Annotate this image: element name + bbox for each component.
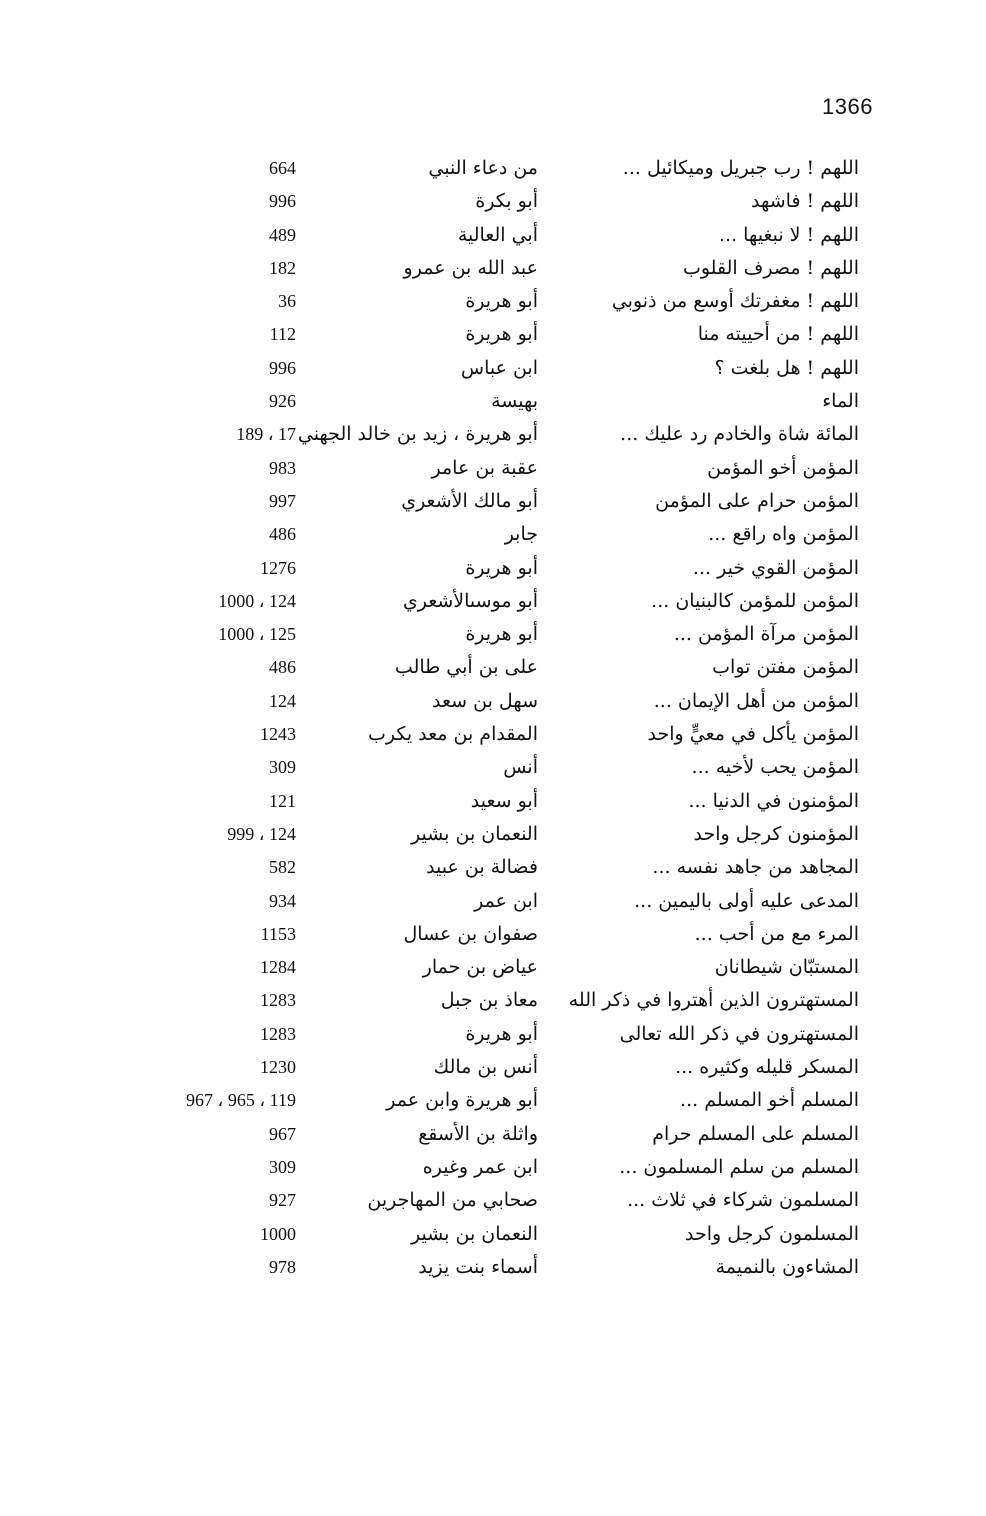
page-references: 1243	[260, 724, 296, 745]
index-row	[0, 418, 986, 451]
page-references: 1000	[260, 1223, 296, 1244]
page-references: 309	[269, 1156, 296, 1177]
narrator-name: أبي العالية	[457, 223, 538, 246]
hadith-phrase: المؤمنون في الدنيا ...	[688, 789, 859, 812]
index-row	[0, 452, 986, 485]
narrator-name: عبد الله بن عمرو	[403, 256, 538, 279]
narrator-name: أبو هريرة	[465, 290, 538, 313]
narrator-name: واثلة بن الأسقع	[418, 1122, 538, 1145]
index-row	[0, 252, 986, 285]
narrator-name: أبو سعيد	[470, 789, 538, 812]
hadith-phrase: المستبّان شيطانان	[714, 956, 859, 979]
hadith-phrase: المؤمن من أهل الإيمان ...	[653, 689, 859, 712]
narrator-name: أسماء بنت يزيد	[418, 1255, 538, 1278]
hadith-phrase: المدعى عليه أولى باليمين ...	[634, 889, 859, 912]
index-row	[0, 1051, 986, 1084]
page-references: 997	[269, 490, 296, 511]
index-row	[0, 818, 986, 851]
narrator-name: صحابي من المهاجرين	[367, 1189, 538, 1212]
hadith-phrase: المؤمن يأكل في معيٍّ واحد	[647, 723, 859, 746]
index-row	[0, 385, 986, 418]
hadith-phrase: المستهترون في ذكر الله تعالى	[619, 1022, 859, 1045]
hadith-phrase: المسلم على المسلم حرام	[652, 1122, 859, 1145]
hadith-phrase: المسلمون كرجل واحد	[685, 1222, 859, 1245]
index-row	[0, 1084, 986, 1117]
hadith-phrase: اللهم ! فاشهد	[751, 190, 859, 213]
index-row	[0, 785, 986, 818]
narrator-name: على بن أبي طالب	[394, 656, 538, 679]
index-row	[0, 1018, 986, 1051]
narrator-name: عقبة بن عامر	[431, 456, 538, 479]
narrator-name: النعمان بن بشير	[411, 1222, 538, 1245]
page-references: 1283	[260, 990, 296, 1011]
narrator-name: فضالة بن عبيد	[426, 856, 538, 879]
page-references: 112	[269, 324, 296, 345]
narrator-name: أنس بن مالك	[433, 1056, 538, 1079]
index-row	[0, 1118, 986, 1151]
hadith-phrase: المؤمن أخو المؤمن	[707, 456, 859, 479]
hadith-phrase: اللهم ! من أحييته منا	[697, 323, 859, 346]
index-row	[0, 651, 986, 684]
page-references: 121	[269, 790, 296, 811]
index-row	[0, 152, 986, 185]
narrator-name: معاذ بن جبل	[440, 989, 538, 1012]
page-references: 309	[269, 757, 296, 778]
index-row	[0, 1151, 986, 1184]
index-row	[0, 185, 986, 218]
narrator-name: أبو بكرة	[475, 190, 538, 213]
narrator-name: بهيسة	[491, 390, 538, 413]
narrator-name: المقدام بن معد يكرب	[367, 723, 538, 746]
page-references: 119 ، 965 ، 967	[186, 1090, 296, 1111]
page-references: 1276	[260, 557, 296, 578]
page-references: 124	[269, 690, 296, 711]
hadith-phrase: المؤمن القوي خير ...	[692, 556, 859, 579]
hadith-phrase: المسلم من سلم المسلمون ...	[619, 1155, 859, 1178]
index-row	[0, 718, 986, 751]
narrator-name: أبو مالك الأشعري	[401, 489, 538, 512]
page-references: 996	[269, 357, 296, 378]
narrator-name: صفوان بن عسال	[403, 922, 538, 945]
index-row	[0, 918, 986, 951]
narrator-name: عياض بن حمار	[422, 956, 538, 979]
index-row	[0, 318, 986, 351]
hadith-phrase: اللهم ! رب جبريل وميكائيل ...	[622, 157, 859, 179]
page-references: 582	[269, 857, 296, 878]
narrator-name: أبو هريرة	[465, 323, 538, 346]
narrator-name: من دعاء النبي	[428, 157, 538, 179]
index-row	[0, 285, 986, 318]
page-references: 978	[269, 1256, 296, 1277]
narrator-name: أبو موسىالأشعري	[402, 589, 538, 612]
page-references: 36	[278, 291, 296, 312]
hadith-phrase: اللهم ! مغفرتك أوسع من ذنوبي	[611, 290, 859, 313]
index-row	[0, 951, 986, 984]
narrator-name: ابن عمر	[474, 889, 538, 912]
narrator-name: أنس	[503, 756, 538, 779]
page-references: 934	[269, 890, 296, 911]
hadith-phrase: المسكر قليله وكثيره ...	[675, 1056, 859, 1079]
page-references: 486	[269, 524, 296, 545]
narrator-name: سهل بن سعد	[432, 689, 538, 712]
page-references: 983	[269, 457, 296, 478]
page-references: 926	[269, 391, 296, 412]
index-row	[0, 1251, 986, 1284]
narrator-name: جابر	[504, 523, 538, 546]
hadith-phrase: المؤمن واه راقع ...	[708, 523, 859, 546]
page-references: 664	[269, 158, 296, 178]
hadith-phrase: المؤمن مرآة المؤمن ...	[673, 623, 859, 646]
page-references: 1153	[260, 923, 296, 944]
hadith-phrase: المستهترون الذين أهتروا في ذكر الله	[568, 989, 859, 1012]
narrator-name: أبو هريرة	[465, 556, 538, 579]
hadith-phrase: المسلم أخو المسلم ...	[680, 1089, 859, 1112]
hadith-phrase: اللهم ! لا نبغيها ...	[719, 223, 859, 246]
hadith-phrase: الماء	[822, 390, 859, 413]
page-references: 967	[269, 1123, 296, 1144]
page-references: 486	[269, 657, 296, 678]
hadith-phrase: المؤمن للمؤمن كالبنيان ...	[651, 589, 859, 612]
hadith-phrase: المائة شاة والخادم رد عليك ...	[620, 423, 859, 446]
hadith-phrase: المؤمن يحب لأخيه ...	[691, 756, 859, 779]
index-row	[0, 851, 986, 884]
index-row	[0, 485, 986, 518]
hadith-phrase: المؤمنون كرجل واحد	[693, 822, 859, 845]
hadith-phrase: المشاءون بالنميمة	[715, 1255, 859, 1278]
narrator-name: النعمان بن بشير	[411, 822, 538, 845]
page-references: 1283	[260, 1023, 296, 1044]
page-references: 996	[269, 191, 296, 212]
narrator-name: أبو هريرة ، زيد بن خالد الجهني	[297, 423, 538, 446]
hadith-phrase: المؤمن حرام على المؤمن	[655, 489, 859, 512]
page-references: 124 ، 1000	[218, 590, 296, 611]
index-row	[0, 618, 986, 651]
index-row	[0, 885, 986, 918]
index-row	[0, 984, 986, 1017]
page-references: 182	[269, 257, 296, 278]
narrator-name: أبو هريرة وابن عمر	[386, 1089, 538, 1112]
page-references: 1230	[260, 1057, 296, 1078]
hadith-phrase: المسلمون شركاء في ثلاث ...	[627, 1189, 859, 1212]
narrator-name: أبو هريرة	[465, 623, 538, 646]
index-row	[0, 219, 986, 252]
hadith-phrase: المجاهد من جاهد نفسه ...	[652, 856, 859, 879]
index-row	[0, 685, 986, 718]
page-references: 124 ، 999	[227, 823, 296, 844]
narrator-name: ابن عمر وغيره	[422, 1155, 538, 1178]
hadith-phrase: اللهم ! مصرف القلوب	[682, 256, 859, 279]
page-references: 125 ، 1000	[218, 624, 296, 645]
narrator-name: أبو هريرة	[465, 1022, 538, 1045]
page-number: 1366	[822, 94, 873, 119]
hadith-index-table	[0, 152, 986, 1284]
hadith-phrase: المرء مع من أحب ...	[694, 922, 859, 945]
index-row	[0, 1184, 986, 1217]
page-references: 1284	[260, 957, 296, 978]
hadith-phrase: اللهم ! هل بلغت ؟	[714, 356, 859, 379]
index-row	[0, 518, 986, 551]
page-references: 17 ، 189	[236, 424, 296, 445]
hadith-phrase: المؤمن مفتن تواب	[712, 656, 859, 679]
index-row	[0, 1218, 986, 1251]
page-references: 489	[269, 224, 296, 245]
page-references: 927	[269, 1190, 296, 1211]
index-row	[0, 352, 986, 385]
index-row	[0, 751, 986, 784]
index-row	[0, 585, 986, 618]
index-row	[0, 552, 986, 585]
narrator-name: ابن عباس	[460, 356, 538, 379]
